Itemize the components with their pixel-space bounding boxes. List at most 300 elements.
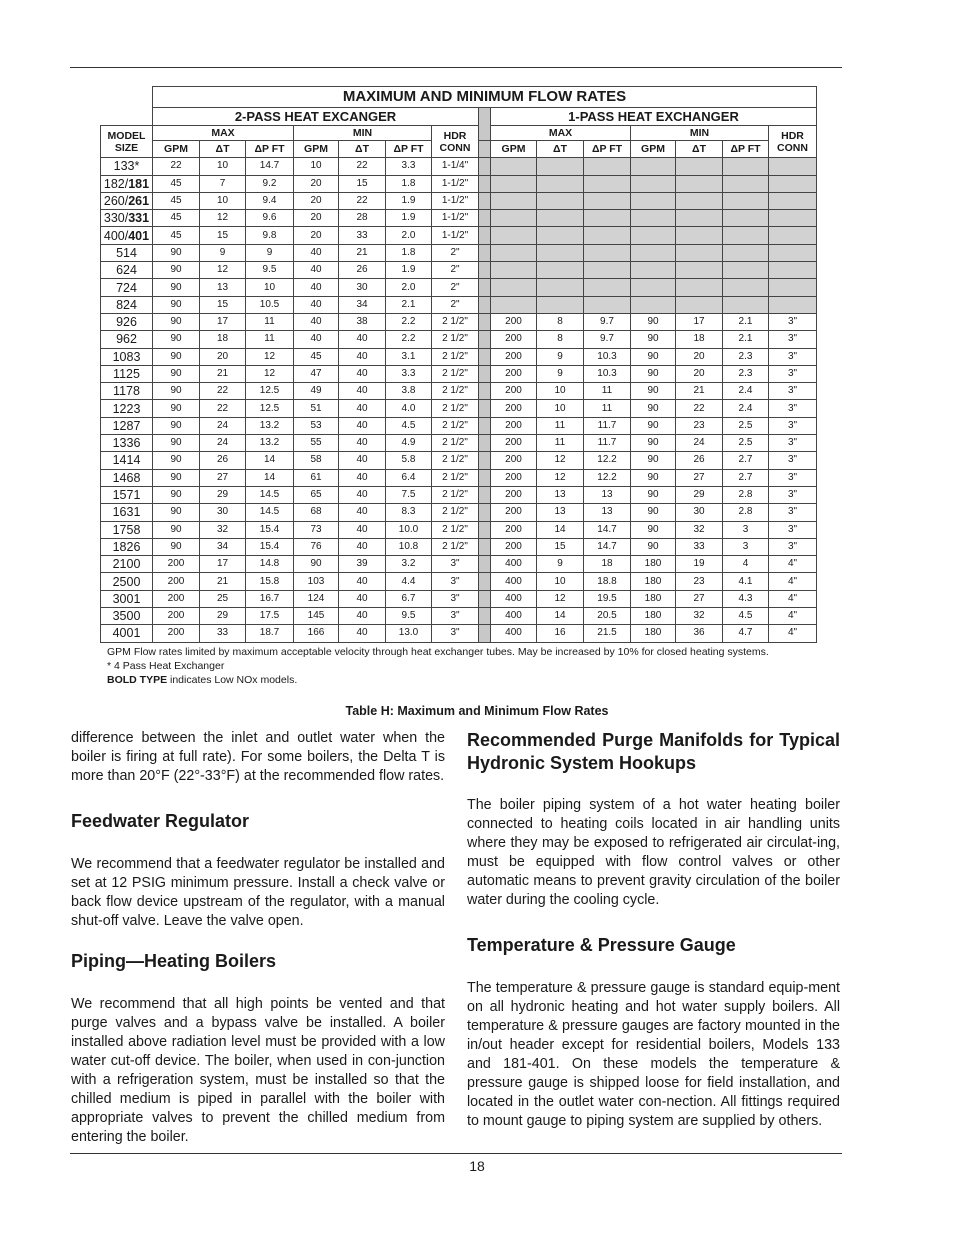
piping-heading: Piping—Heating Boilers bbox=[71, 951, 277, 971]
two-pass-cell: 73 bbox=[294, 521, 339, 538]
model-size-cell: 1571 bbox=[101, 486, 153, 503]
two-pass-cell: 14 bbox=[246, 452, 294, 469]
one-pass-empty-cell bbox=[631, 210, 676, 227]
two-pass-cell: 3" bbox=[432, 625, 479, 642]
two-pass-cell: 51 bbox=[294, 400, 339, 417]
table-row bbox=[101, 348, 817, 365]
two-pass-cell: 20 bbox=[294, 192, 339, 209]
two-pass-cell: 22 bbox=[153, 158, 200, 175]
two-pass-cell: 24 bbox=[200, 417, 246, 434]
two-pass-cell: 6.7 bbox=[386, 590, 432, 607]
one-pass-cell: 200 bbox=[491, 504, 537, 521]
note-gpm: GPM Flow rates limited by maximum acceptable velocity through heat exchanger tubes. May be increased by 10% for closed heating systems. bbox=[107, 646, 769, 658]
intro-paragraph: difference between the inlet and outlet water when the boiler is firing at full rate). For some boilers, the Delta T is more than 20°F (22°-33°F) at the recommended flow rates. bbox=[71, 730, 445, 784]
separator-cell bbox=[479, 192, 491, 209]
one-pass-empty-cell bbox=[537, 227, 584, 244]
two-pass-cell: 2 1/2" bbox=[432, 331, 479, 348]
one-pass-cell: 4" bbox=[769, 608, 817, 625]
one-pass-empty-cell bbox=[676, 262, 723, 279]
one-pass-cell: 12.2 bbox=[584, 469, 631, 486]
two-pass-cell: 13.0 bbox=[386, 625, 432, 642]
model-size-cell: 400/401 bbox=[101, 227, 153, 244]
two-pass-cell: 3.3 bbox=[386, 158, 432, 175]
one-pass-empty-cell bbox=[491, 244, 537, 261]
one-pass-empty-cell bbox=[631, 227, 676, 244]
two-pass-cell: 34 bbox=[200, 538, 246, 555]
col-delta-p: ΔP FT bbox=[246, 141, 294, 158]
col-delta-t: ΔT bbox=[537, 141, 584, 158]
separator-cell bbox=[479, 486, 491, 503]
two-pass-cell: 18.7 bbox=[246, 625, 294, 642]
two-pass-cell: 15.4 bbox=[246, 538, 294, 555]
two-pass-cell: 9.6 bbox=[246, 210, 294, 227]
one-pass-cell: 20 bbox=[676, 348, 723, 365]
table-row bbox=[101, 608, 817, 625]
one-pass-cell: 3" bbox=[769, 538, 817, 555]
table-row bbox=[101, 244, 817, 261]
one-pass-empty-cell bbox=[537, 279, 584, 296]
col-gpm: GPM bbox=[153, 141, 200, 158]
two-pass-cell: 9 bbox=[246, 244, 294, 261]
col-delta-p: ΔP FT bbox=[386, 141, 432, 158]
two-pass-cell: 2 1/2" bbox=[432, 469, 479, 486]
one-pass-cell: 400 bbox=[491, 590, 537, 607]
table-row bbox=[101, 365, 817, 382]
two-pass-cell: 39 bbox=[339, 556, 386, 573]
two-pass-cell: 1.9 bbox=[386, 192, 432, 209]
one-pass-cell: 2.8 bbox=[723, 504, 769, 521]
two-pass-cell: 22 bbox=[339, 192, 386, 209]
two-pass-cell: 2 1/2" bbox=[432, 348, 479, 365]
model-size-cell: 1414 bbox=[101, 452, 153, 469]
table-row bbox=[101, 175, 817, 192]
two-pass-cell: 6.4 bbox=[386, 469, 432, 486]
one-pass-cell: 3" bbox=[769, 383, 817, 400]
two-pass-cell: 17.5 bbox=[246, 608, 294, 625]
one-pass-cell: 3" bbox=[769, 313, 817, 330]
two-pass-cell: 61 bbox=[294, 469, 339, 486]
two-pass-cell: 9.2 bbox=[246, 175, 294, 192]
two-pass-cell: 2 1/2" bbox=[432, 452, 479, 469]
two-pass-cell: 40 bbox=[339, 538, 386, 555]
two-pass-cell: 2 1/2" bbox=[432, 486, 479, 503]
model-size-cell: 3001 bbox=[101, 590, 153, 607]
one-pass-cell: 180 bbox=[631, 590, 676, 607]
two-pass-cell: 76 bbox=[294, 538, 339, 555]
one-pass-empty-cell bbox=[723, 244, 769, 261]
table-row bbox=[101, 469, 817, 486]
two-pass-cell: 90 bbox=[153, 262, 200, 279]
one-pass-cell: 10 bbox=[537, 383, 584, 400]
two-pass-cell: 4.4 bbox=[386, 573, 432, 590]
two-pass-cell: 65 bbox=[294, 486, 339, 503]
two-pass-cell: 2.2 bbox=[386, 313, 432, 330]
one-pass-empty-cell bbox=[769, 262, 817, 279]
two-pass-cell: 40 bbox=[294, 279, 339, 296]
two-pass-cell: 90 bbox=[153, 504, 200, 521]
two-pass-cell: 40 bbox=[339, 417, 386, 434]
two-pass-cell: 8.3 bbox=[386, 504, 432, 521]
two-pass-cell: 200 bbox=[153, 625, 200, 642]
one-pass-cell: 2.3 bbox=[723, 348, 769, 365]
table-row bbox=[101, 573, 817, 590]
one-pass-empty-cell bbox=[723, 296, 769, 313]
two-pass-cell: 22 bbox=[200, 383, 246, 400]
separator-cell bbox=[479, 348, 491, 365]
one-pass-cell: 9.7 bbox=[584, 331, 631, 348]
separator-cell bbox=[479, 296, 491, 313]
purge-heading: Recommended Purge Manifolds for Typical Hydronic System Hookups bbox=[467, 730, 840, 773]
two-pass-cell: 45 bbox=[153, 192, 200, 209]
model-size-header: MODEL SIZE bbox=[101, 126, 153, 158]
two-pass-cell: 1.9 bbox=[386, 210, 432, 227]
two-pass-cell: 90 bbox=[153, 313, 200, 330]
page-number: 18 bbox=[469, 1158, 485, 1174]
table-row bbox=[101, 625, 817, 642]
two-pass-cell: 12 bbox=[246, 365, 294, 382]
two-pass-cell: 13 bbox=[200, 279, 246, 296]
one-pass-cell: 27 bbox=[676, 590, 723, 607]
one-pass-cell: 400 bbox=[491, 556, 537, 573]
one-pass-cell: 20.5 bbox=[584, 608, 631, 625]
table-row bbox=[101, 486, 817, 503]
two-pass-cell: 12.5 bbox=[246, 383, 294, 400]
one-pass-cell: 12 bbox=[537, 452, 584, 469]
separator-cell bbox=[479, 158, 491, 175]
one-pass-cell: 90 bbox=[631, 486, 676, 503]
two-pass-cell: 3.3 bbox=[386, 365, 432, 382]
two-pass-cell: 40 bbox=[339, 486, 386, 503]
one-pass-empty-cell bbox=[631, 158, 676, 175]
two-pass-cell: 2.0 bbox=[386, 227, 432, 244]
two-pass-cell: 90 bbox=[153, 244, 200, 261]
two-pass-cell: 40 bbox=[339, 452, 386, 469]
table-row bbox=[101, 452, 817, 469]
two-pass-cell: 40 bbox=[339, 504, 386, 521]
two-pass-cell: 14.7 bbox=[246, 158, 294, 175]
one-pass-cell: 200 bbox=[491, 331, 537, 348]
two-pass-cell: 40 bbox=[294, 296, 339, 313]
two-pass-cell: 40 bbox=[294, 313, 339, 330]
one-pass-cell: 3 bbox=[723, 521, 769, 538]
two-pass-cell: 55 bbox=[294, 435, 339, 452]
one-pass-empty-cell bbox=[631, 175, 676, 192]
two-pass-cell: 40 bbox=[339, 400, 386, 417]
one-pass-empty-cell bbox=[584, 175, 631, 192]
one-pass-cell: 4" bbox=[769, 556, 817, 573]
separator-cell bbox=[479, 417, 491, 434]
one-pass-cell: 12 bbox=[537, 469, 584, 486]
two-pass-cell: 5.8 bbox=[386, 452, 432, 469]
one-pass-empty-cell bbox=[769, 210, 817, 227]
one-pass-empty-cell bbox=[676, 192, 723, 209]
two-pass-cell: 200 bbox=[153, 590, 200, 607]
two-pass-cell: 14 bbox=[246, 469, 294, 486]
two-pass-cell: 10 bbox=[294, 158, 339, 175]
two-pass-cell: 124 bbox=[294, 590, 339, 607]
one-pass-cell: 26 bbox=[676, 452, 723, 469]
one-pass-cell: 2.7 bbox=[723, 469, 769, 486]
two-pass-cell: 45 bbox=[153, 175, 200, 192]
separator-cell bbox=[479, 279, 491, 296]
one-pass-cell: 3" bbox=[769, 452, 817, 469]
two-pass-cell: 90 bbox=[153, 400, 200, 417]
one-pass-cell: 23 bbox=[676, 417, 723, 434]
one-pass-cell: 2.4 bbox=[723, 383, 769, 400]
separator-cell bbox=[479, 452, 491, 469]
one-pass-cell: 2.1 bbox=[723, 313, 769, 330]
model-size-cell: 182/181 bbox=[101, 175, 153, 192]
two-pass-cell: 1-1/2" bbox=[432, 192, 479, 209]
one-pass-cell: 10.3 bbox=[584, 365, 631, 382]
model-size-cell: 260/261 bbox=[101, 192, 153, 209]
one-pass-cell: 32 bbox=[676, 521, 723, 538]
separator-cell bbox=[479, 400, 491, 417]
table-row bbox=[101, 504, 817, 521]
one-pass-cell: 4 bbox=[723, 556, 769, 573]
two-pass-cell: 2.2 bbox=[386, 331, 432, 348]
table-row bbox=[101, 435, 817, 452]
two-pass-cell: 2" bbox=[432, 279, 479, 296]
two-pass-min-header: MIN bbox=[294, 126, 432, 141]
one-pass-empty-cell bbox=[723, 175, 769, 192]
separator-cell bbox=[479, 608, 491, 625]
two-pass-cell: 53 bbox=[294, 417, 339, 434]
model-size-cell: 926 bbox=[101, 313, 153, 330]
one-pass-max-header: MAX bbox=[491, 126, 631, 141]
one-pass-empty-cell bbox=[676, 279, 723, 296]
table-row bbox=[101, 556, 817, 573]
separator-cell bbox=[479, 538, 491, 555]
two-pass-cell: 40 bbox=[339, 521, 386, 538]
one-pass-cell: 200 bbox=[491, 417, 537, 434]
one-pass-cell: 30 bbox=[676, 504, 723, 521]
flow-table-body bbox=[101, 158, 817, 642]
one-pass-empty-cell bbox=[723, 279, 769, 296]
one-pass-cell: 21.5 bbox=[584, 625, 631, 642]
one-pass-cell: 90 bbox=[631, 400, 676, 417]
one-pass-cell: 400 bbox=[491, 573, 537, 590]
one-pass-empty-cell bbox=[584, 192, 631, 209]
one-pass-empty-cell bbox=[723, 262, 769, 279]
feedwater-heading: Feedwater Regulator bbox=[71, 811, 250, 831]
one-pass-cell: 8 bbox=[537, 331, 584, 348]
one-pass-cell: 90 bbox=[631, 417, 676, 434]
model-size-cell: 3500 bbox=[101, 608, 153, 625]
one-pass-empty-cell bbox=[769, 175, 817, 192]
one-pass-cell: 9 bbox=[537, 348, 584, 365]
two-pass-cell: 12 bbox=[200, 210, 246, 227]
one-pass-cell: 3" bbox=[769, 400, 817, 417]
one-pass-cell: 2.5 bbox=[723, 417, 769, 434]
note-bold-type: BOLD TYPE indicates Low NOx models. bbox=[107, 674, 298, 686]
two-pass-cell: 10.5 bbox=[246, 296, 294, 313]
two-pass-cell: 27 bbox=[200, 469, 246, 486]
one-pass-cell: 90 bbox=[631, 348, 676, 365]
one-pass-empty-cell bbox=[491, 296, 537, 313]
two-pass-max-header: MAX bbox=[153, 126, 294, 141]
one-pass-cell: 11 bbox=[584, 400, 631, 417]
one-pass-cell: 200 bbox=[491, 452, 537, 469]
two-pass-cell: 9.4 bbox=[246, 192, 294, 209]
one-pass-cell: 4" bbox=[769, 625, 817, 642]
one-pass-cell: 11 bbox=[584, 383, 631, 400]
two-pass-cell: 30 bbox=[200, 504, 246, 521]
two-pass-cell: 1.8 bbox=[386, 244, 432, 261]
one-pass-empty-cell bbox=[491, 227, 537, 244]
col-delta-p: ΔP FT bbox=[723, 141, 769, 158]
one-pass-empty-cell bbox=[584, 158, 631, 175]
separator-cell bbox=[479, 227, 491, 244]
one-pass-cell: 4.1 bbox=[723, 573, 769, 590]
two-pass-cell: 3" bbox=[432, 590, 479, 607]
col-delta-t: ΔT bbox=[200, 141, 246, 158]
one-pass-cell: 18 bbox=[584, 556, 631, 573]
separator-cell bbox=[479, 210, 491, 227]
two-pass-cell: 12 bbox=[246, 348, 294, 365]
two-pass-cell: 166 bbox=[294, 625, 339, 642]
two-pass-cell: 49 bbox=[294, 383, 339, 400]
one-pass-cell: 3" bbox=[769, 348, 817, 365]
one-pass-empty-cell bbox=[631, 244, 676, 261]
table-row bbox=[101, 590, 817, 607]
two-pass-cell: 32 bbox=[200, 521, 246, 538]
two-pass-cell: 40 bbox=[339, 625, 386, 642]
two-pass-cell: 14.5 bbox=[246, 504, 294, 521]
one-pass-empty-cell bbox=[631, 262, 676, 279]
one-pass-cell: 11 bbox=[537, 417, 584, 434]
model-size-cell: 1826 bbox=[101, 538, 153, 555]
two-pass-cell: 15 bbox=[339, 175, 386, 192]
two-pass-cell: 103 bbox=[294, 573, 339, 590]
two-pass-cell: 1.9 bbox=[386, 262, 432, 279]
two-pass-cell: 90 bbox=[153, 365, 200, 382]
two-pass-cell: 10.0 bbox=[386, 521, 432, 538]
one-pass-cell: 400 bbox=[491, 608, 537, 625]
model-size-cell: 1083 bbox=[101, 348, 153, 365]
two-pass-cell: 3.1 bbox=[386, 348, 432, 365]
separator-cell bbox=[479, 469, 491, 486]
two-pass-cell: 58 bbox=[294, 452, 339, 469]
flow-rates-table bbox=[100, 86, 817, 643]
one-pass-cell: 2.7 bbox=[723, 452, 769, 469]
two-pass-cell: 45 bbox=[153, 210, 200, 227]
model-size-cell: 824 bbox=[101, 296, 153, 313]
two-pass-cell: 40 bbox=[294, 244, 339, 261]
two-pass-cell: 21 bbox=[200, 573, 246, 590]
one-pass-cell: 14.7 bbox=[584, 538, 631, 555]
two-pass-cell: 9.5 bbox=[246, 262, 294, 279]
one-pass-cell: 3" bbox=[769, 504, 817, 521]
model-size-cell: 1223 bbox=[101, 400, 153, 417]
two-pass-cell: 40 bbox=[339, 383, 386, 400]
one-pass-cell: 23 bbox=[676, 573, 723, 590]
table-row bbox=[101, 331, 817, 348]
one-pass-cell: 11.7 bbox=[584, 435, 631, 452]
one-pass-empty-cell bbox=[723, 210, 769, 227]
one-pass-cell: 4.7 bbox=[723, 625, 769, 642]
two-pass-cell: 14.5 bbox=[246, 486, 294, 503]
table-caption: Table H: Maximum and Minimum Flow Rates bbox=[345, 704, 609, 718]
two-pass-cell: 17 bbox=[200, 313, 246, 330]
two-pass-cell: 3" bbox=[432, 608, 479, 625]
table-row bbox=[101, 417, 817, 434]
two-pass-cell: 2" bbox=[432, 296, 479, 313]
two-pass-cell: 18 bbox=[200, 331, 246, 348]
table-row bbox=[101, 158, 817, 175]
one-pass-empty-cell bbox=[537, 262, 584, 279]
one-pass-cell: 3" bbox=[769, 365, 817, 382]
one-pass-cell: 10 bbox=[537, 400, 584, 417]
one-pass-cell: 2.3 bbox=[723, 365, 769, 382]
two-pass-cell: 68 bbox=[294, 504, 339, 521]
one-pass-cell: 20 bbox=[676, 365, 723, 382]
feedwater-paragraph: We recommend that a feedwater regulator be installed and set at 12 PSIG minimum pressure. Install a check valve or back flow device upstream of the regulator, with a manual shut-off valve. Leave the valve open. bbox=[71, 856, 445, 929]
one-pass-cell: 400 bbox=[491, 625, 537, 642]
one-pass-empty-cell bbox=[676, 227, 723, 244]
two-pass-cell: 7 bbox=[200, 175, 246, 192]
two-pass-cell: 15.4 bbox=[246, 521, 294, 538]
one-pass-cell: 24 bbox=[676, 435, 723, 452]
two-pass-cell: 21 bbox=[200, 365, 246, 382]
one-pass-cell: 9 bbox=[537, 365, 584, 382]
two-pass-cell: 11 bbox=[246, 313, 294, 330]
one-pass-empty-cell bbox=[491, 158, 537, 175]
one-pass-cell: 90 bbox=[631, 331, 676, 348]
one-pass-cell: 4.3 bbox=[723, 590, 769, 607]
one-pass-cell: 180 bbox=[631, 573, 676, 590]
one-pass-empty-cell bbox=[491, 262, 537, 279]
gauge-heading: Temperature & Pressure Gauge bbox=[467, 935, 736, 955]
two-pass-cell: 26 bbox=[339, 262, 386, 279]
two-pass-cell: 90 bbox=[153, 383, 200, 400]
two-pass-cell: 2 1/2" bbox=[432, 504, 479, 521]
one-pass-min-header: MIN bbox=[631, 126, 769, 141]
one-pass-cell: 2.5 bbox=[723, 435, 769, 452]
one-pass-empty-cell bbox=[769, 296, 817, 313]
model-size-cell: 1336 bbox=[101, 435, 153, 452]
two-pass-cell: 1-1/4" bbox=[432, 158, 479, 175]
two-pass-cell: 12 bbox=[200, 262, 246, 279]
two-pass-cell: 3.8 bbox=[386, 383, 432, 400]
two-pass-cell: 2 1/2" bbox=[432, 383, 479, 400]
separator-cell bbox=[479, 365, 491, 382]
one-pass-empty-cell bbox=[537, 175, 584, 192]
one-pass-cell: 9 bbox=[537, 556, 584, 573]
two-pass-cell: 40 bbox=[339, 365, 386, 382]
two-pass-cell: 10.8 bbox=[386, 538, 432, 555]
one-pass-cell: 200 bbox=[491, 435, 537, 452]
two-pass-cell: 15 bbox=[200, 227, 246, 244]
table-row bbox=[101, 313, 817, 330]
one-pass-empty-cell bbox=[676, 175, 723, 192]
one-pass-empty-cell bbox=[584, 296, 631, 313]
col-gpm: GPM bbox=[631, 141, 676, 158]
one-pass-cell: 180 bbox=[631, 556, 676, 573]
one-pass-empty-cell bbox=[584, 227, 631, 244]
two-pass-cell: 1.8 bbox=[386, 175, 432, 192]
one-pass-empty-cell bbox=[584, 279, 631, 296]
two-pass-cell: 4.5 bbox=[386, 417, 432, 434]
one-pass-cell: 90 bbox=[631, 504, 676, 521]
two-pass-cell: 45 bbox=[294, 348, 339, 365]
one-pass-cell: 180 bbox=[631, 608, 676, 625]
table-row bbox=[101, 192, 817, 209]
table-row bbox=[101, 400, 817, 417]
one-pass-empty-cell bbox=[676, 244, 723, 261]
top-rule bbox=[70, 67, 842, 68]
two-pass-cell: 200 bbox=[153, 556, 200, 573]
